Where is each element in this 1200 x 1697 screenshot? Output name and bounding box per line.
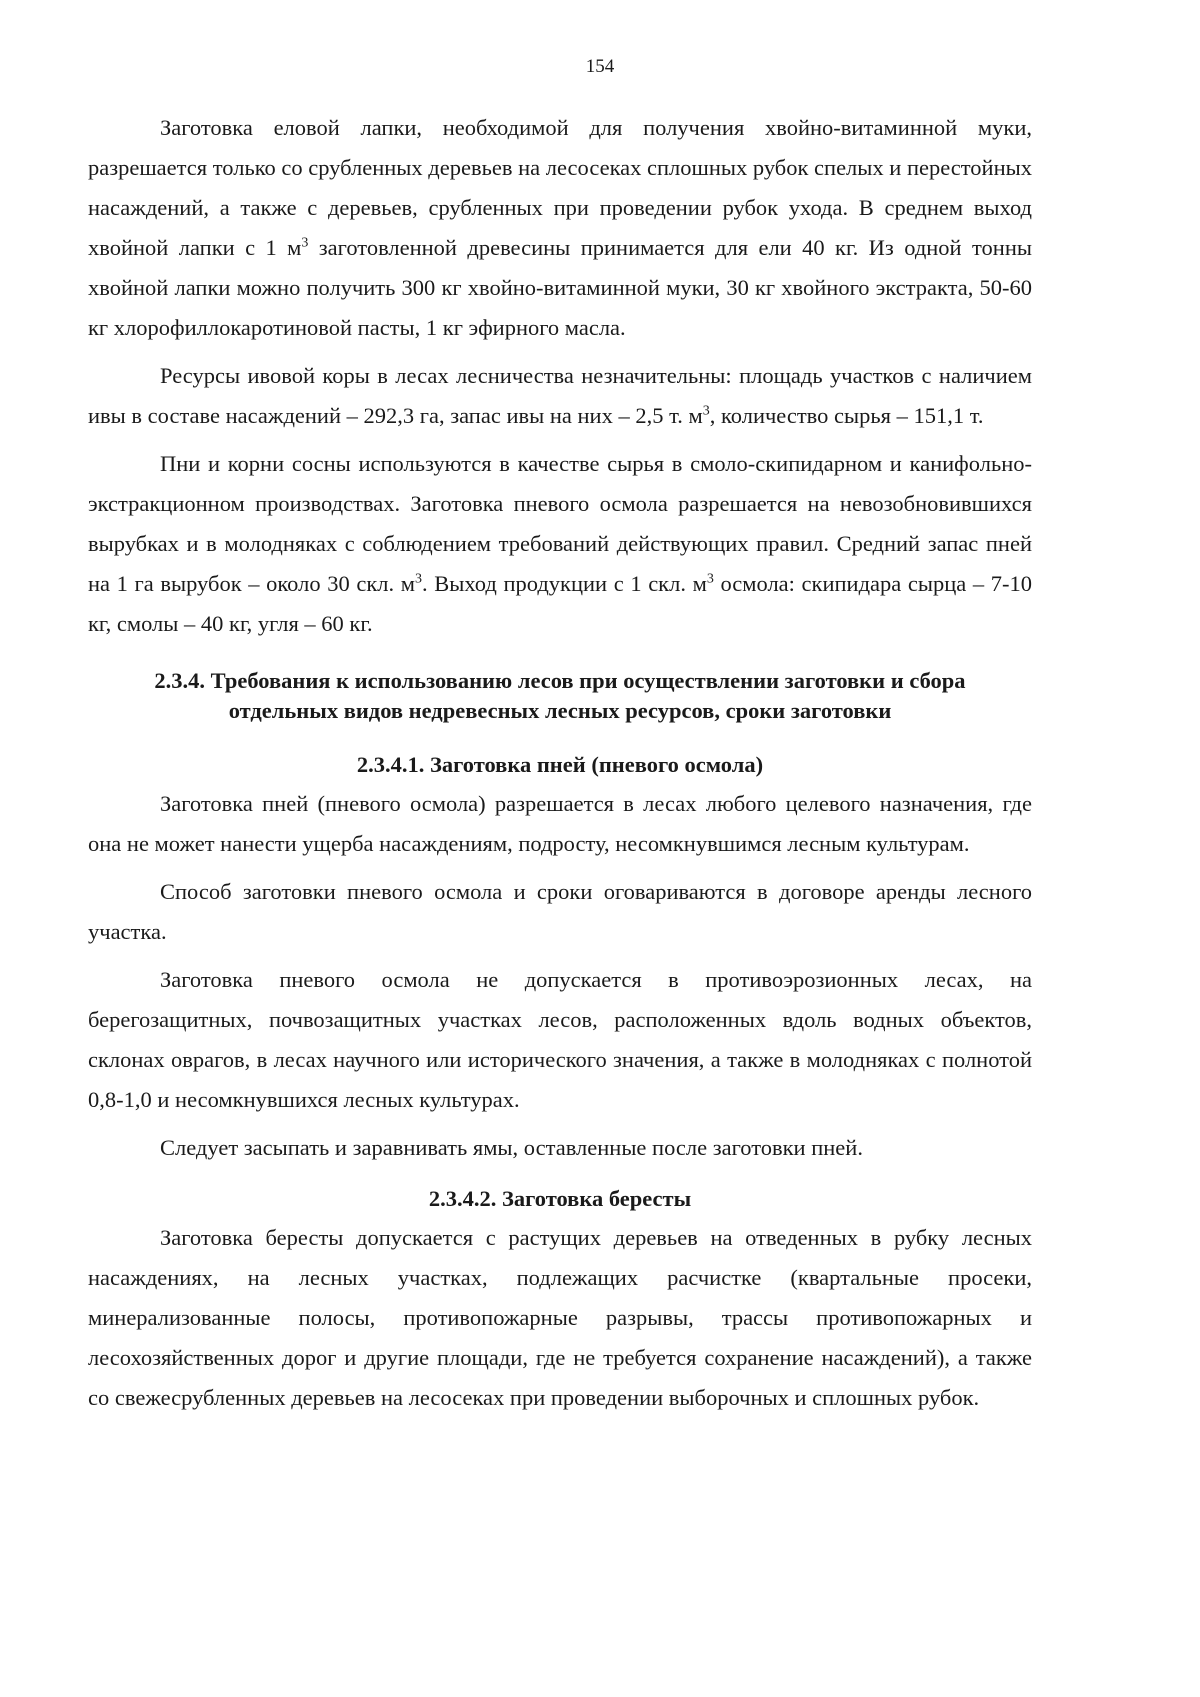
text-run: , количество сырья – 151,1 т. xyxy=(709,403,984,428)
superscript: 3 xyxy=(301,235,309,251)
superscript: 3 xyxy=(415,571,422,587)
paragraph-pine-stumps xyxy=(88,444,1032,644)
text-run: Заготовка еловой лапки, необходимой для получения хвойно-витаминной муки, разрешается только со срубленных деревьев на лесосеках сплошных рубок спелых и перестойных насаждений, а также с деревьев, срубленных при проведении рубок ухода. В среднем выход хвойной лапки с 1 м xyxy=(88,115,1032,260)
subsection-heading-2-3-4-1: 2.3.4.1. Заготовка пней (пневого осмола) xyxy=(356,752,764,777)
text-run: Пни и корни сосны используются в качестве сырья в смоло-скипидарном и канифольно-экстракционном производствах. Заготовка пневого осмола разрешается на невозобновившихся вырубках и в молодняках с соблюдением требований действующих правил. Средний запас пней на 1 га вырубок – около 30 скл. м xyxy=(88,451,1032,596)
paragraph: Заготовка бересты допускается с растущих деревьев на отведенных в рубку лесных насаждениях, на лесных участках, подлежащих расчистке (квартальные просеки, минерализованные полосы, противопожарные разрывы, трассы противопожарных и лесохозяйственных дорог и другие площади, где не требуется сохранение насаждений), а также со свежесрубленных деревьев на лесосеках при проведении выборочных и сплошных рубок. xyxy=(88,1225,1032,1410)
section-heading-2-3-4 xyxy=(88,666,1032,726)
superscript: 3 xyxy=(706,571,714,587)
heading-line: 2.3.4. Требования к использованию лесов при осуществлении заготовки и сбора xyxy=(154,668,966,693)
document-body xyxy=(88,108,1032,1418)
paragraph: Заготовка пневого осмола не допускается в противоэрозионных лесах, на берегозащитных, почвозащитных участках лесов, расположенных вдоль водных объектов, склонах оврагов, в лесах научного или исторического значения, а также в молодняках с полнотой 0,8-1,0 и несомкнувшихся лесных культурах. xyxy=(88,967,1032,1112)
paragraph: Заготовка пней (пневого осмола) разрешается в лесах любого целевого назначения, где она не может нанести ущерба насаждениям, подросту, несомкнувшимся лесным культурам. xyxy=(88,791,1032,856)
superscript: 3 xyxy=(702,403,710,419)
heading-line: отдельных видов недревесных лесных ресурсов, сроки заготовки xyxy=(228,698,892,723)
subsection-heading-2-3-4-2: 2.3.4.2. Заготовка бересты xyxy=(428,1186,692,1211)
paragraph: Следует засыпать и заравнивать ямы, оставленные после заготовки пней. xyxy=(160,1135,863,1160)
text-run: осмола: скипидара сырца – 7-10 кг, смолы – 40 кг, угля – 60 кг. xyxy=(88,571,1032,636)
text-run: заготовленной древесины принимается для ели 40 кг. Из одной тонны хвойной лапки можно получить 300 кг хвойно-витаминной муки, 30 кг хвойного экстракта, 50-60 кг хлорофиллокаротиновой пасты, 1 кг эфирного масла. xyxy=(88,235,1032,340)
paragraph: Способ заготовки пневого осмола и сроки оговариваются в договоре аренды лесного участка. xyxy=(88,879,1032,944)
paragraph-spruce-branches xyxy=(88,108,1032,348)
page-number: 154 xyxy=(585,56,615,77)
paragraph-willow-bark xyxy=(88,356,1032,436)
text-run: . Выход продукции с 1 скл. м xyxy=(422,571,707,596)
text-run: Ресурсы ивовой коры в лесах лесничества незначительны: площадь участков с наличием ивы в составе насаждений – 292,3 га, запас ивы на них – 2,5 т. м xyxy=(88,363,1032,428)
